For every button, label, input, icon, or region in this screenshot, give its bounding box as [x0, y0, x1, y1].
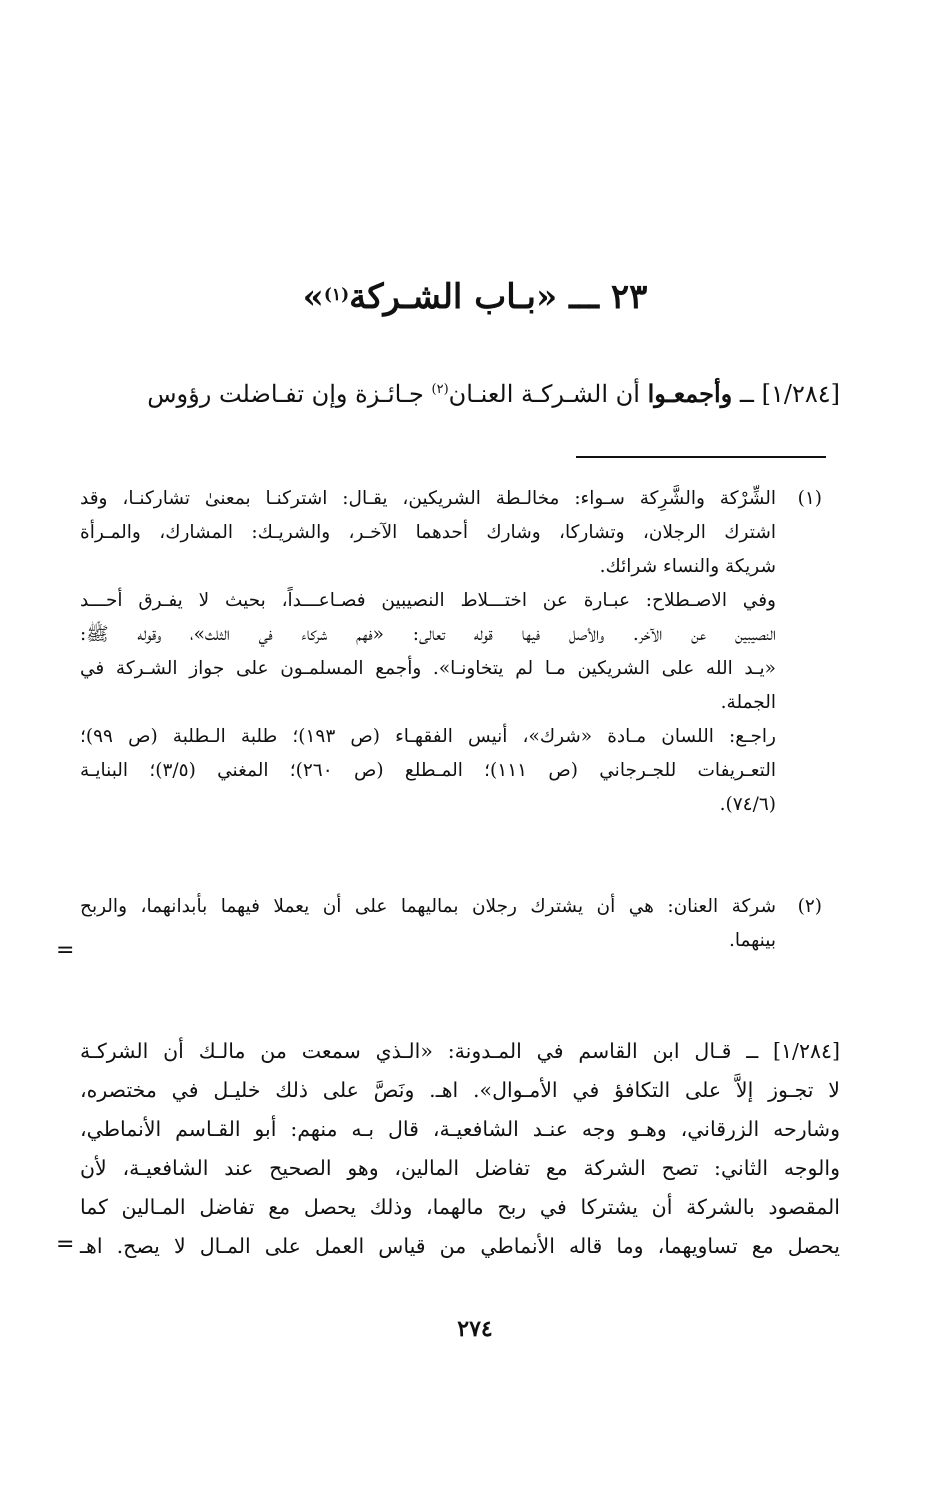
- footnote-1-number: (١): [797, 488, 822, 509]
- commentary-line: المقصود بالشركة أن يشتركا في ربح مالهما، وذلك يحصل مع تفاضل المـالين كما: [80, 1195, 840, 1219]
- title-close-quote: »: [302, 277, 324, 317]
- footnote-line: شريكة والنساء شرائك.: [599, 556, 776, 577]
- continuation-mark: =: [56, 1232, 75, 1257]
- footnote-1-definition: [80, 584, 776, 720]
- footnote-2-body: [80, 890, 776, 958]
- footnote-1: [80, 482, 822, 822]
- main-bold-word: وأجمعـوا: [647, 379, 733, 408]
- commentary-line: يحصل مع تساويهما، وما قاله الأنماطي من قياس العمل على المـال لا يصح. اهـ: [80, 1234, 840, 1258]
- commentary-line: وشارحه الزرقاني، وهـو وجه عنـد الشافعيـة، قال بـه منهم: أبو القـاسم الأنماطي،: [80, 1117, 840, 1141]
- title-footnote-ref: (١): [323, 285, 350, 305]
- main-text-b: جـائـزة وإن تفـاضلت رؤوس: [147, 380, 424, 408]
- chapter-number: ٢٣: [610, 277, 648, 317]
- footnote-line: شركة العنان: هي أن يشترك رجلان بماليهما على أن يعملا فيهما بأبدانهما، والربح: [80, 896, 776, 917]
- footnote-line: التعـريفات للجـرجاني (ص ١١١)؛ المـطلع (ص ٢٦٠)؛ المغني (٣/٥)؛ البنايـة: [80, 760, 776, 781]
- footnote-line: اشترك الرجلان، وتشاركا، وشارك أحدهما الآخـر، والشريـك: المشارك، والمـرأة: [80, 522, 776, 543]
- commentary-paragraph: [80, 1032, 840, 1266]
- footnote-line: بينهما.: [728, 930, 776, 951]
- title-dash: ـــ: [569, 277, 599, 317]
- main-text-a: أن الشـركـة العنـان: [448, 380, 640, 408]
- commentary-line: والوجه الثاني: تصح الشركة مع تفاضل المالين، وهو الصحيح عند الشافعيـة، لأن: [80, 1156, 840, 1180]
- main-text-line: [80, 368, 840, 416]
- footnote-separator: [576, 456, 826, 458]
- main-ref: [١/٢٨٤]: [761, 380, 840, 408]
- main-dash: ــ: [739, 380, 754, 408]
- chapter-name: «بـاب الشـركة: [349, 277, 558, 317]
- footnote-2: [80, 890, 822, 958]
- footnote-1-body: [80, 482, 776, 584]
- commentary-line: لا تجـوز إلاَّ على التكافؤ في الأمـوال». اهـ. ونَصَّ على ذلك خليـل في مختصره،: [80, 1078, 840, 1102]
- page-number: ٢٧٤: [457, 1316, 493, 1342]
- main-footnote-ref: (٢): [431, 382, 449, 397]
- footnote-line: الشِّرْكة والشَّرِكة سـواء: مخالـطة الشريكين، يقـال: اشتركنـا بمعنىٰ تشاركنـا، وقد: [80, 488, 776, 509]
- continuation-mark: =: [56, 938, 75, 963]
- footnote-1-references: [80, 720, 776, 822]
- footnote-line: وفي الاصـطلاح: عبـارة عن اختـــلاط النصيبين فصـاعـــداً، بحيث لا يفـرق أحـــد: [80, 590, 776, 611]
- footnote-line: النصيبين عن الآخر. والأصل فيها قوله تعالى: «فهم شركاء في الثلث»، وقوله ﷺ:: [80, 624, 776, 645]
- footnote-line: «يـد الله على الشريكين مـا لم يتخاونـا». وأجمع المسلمـون على جواز الشـركة في: [80, 658, 776, 679]
- footnote-line: (٧٤/٦).: [719, 794, 776, 815]
- chapter-title: [0, 272, 950, 322]
- commentary-line: [١/٢٨٤] ــ قـال ابن القاسم في المـدونة: «الـذي سمعت من مالـك أن الشركـة: [80, 1039, 840, 1063]
- footnote-line: راجـع: اللسان مـادة «شرك»، أنيس الفقهـاء (ص ١٩٣)؛ طلبة الـطلبة (ص ٩٩)؛: [80, 726, 776, 747]
- footnote-2-number: (٢): [797, 896, 822, 917]
- footnote-line: الجملة.: [720, 692, 776, 713]
